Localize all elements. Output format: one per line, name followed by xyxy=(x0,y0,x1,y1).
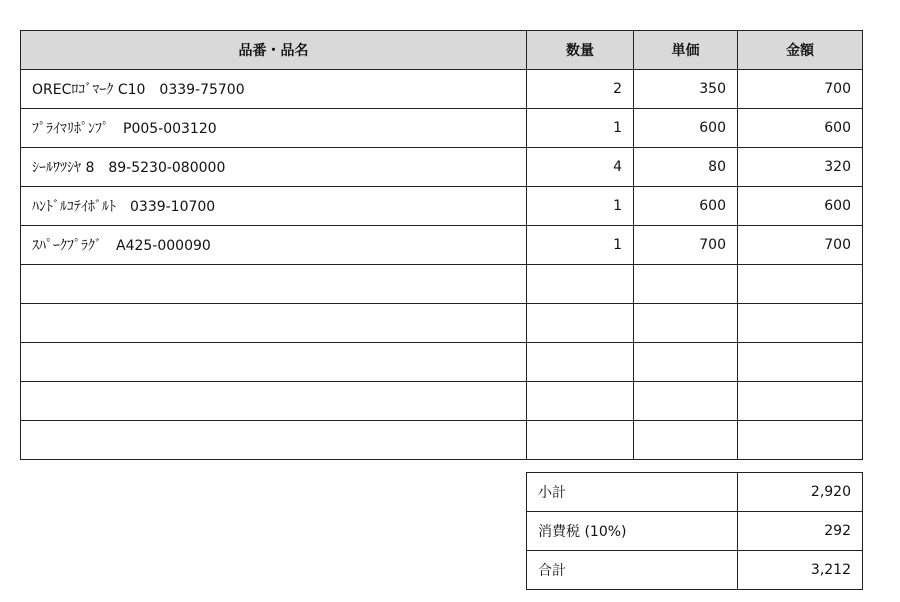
tax-value: 292 xyxy=(738,512,863,551)
item-amount-cell xyxy=(738,304,863,343)
item-price-cell: 350 xyxy=(634,70,738,109)
item-price-cell: 600 xyxy=(634,109,738,148)
item-name-cell: ORECﾛｺﾞﾏｰｸ C10 0339-75700 xyxy=(21,70,527,109)
item-amount-cell xyxy=(738,343,863,382)
table-header-row xyxy=(21,31,863,70)
item-amount-cell: 700 xyxy=(738,226,863,265)
total-label: 合計 xyxy=(527,551,738,590)
table-row xyxy=(21,70,863,109)
item-qty-cell: 4 xyxy=(527,148,634,187)
header-amount: 金額 xyxy=(738,31,863,70)
total-row xyxy=(527,551,863,590)
item-qty-cell xyxy=(527,304,634,343)
item-price-cell xyxy=(634,304,738,343)
item-price-cell: 600 xyxy=(634,187,738,226)
item-amount-cell: 600 xyxy=(738,187,863,226)
table-body xyxy=(21,70,863,460)
table-row xyxy=(21,343,863,382)
item-price-cell xyxy=(634,343,738,382)
item-price-cell xyxy=(634,265,738,304)
item-name-cell xyxy=(21,421,527,460)
item-qty-cell: 1 xyxy=(527,187,634,226)
table-row xyxy=(21,148,863,187)
item-name-cell: ﾊﾝﾄﾞﾙｺﾃｲﾎﾞﾙﾄ 0339-10700 xyxy=(21,187,527,226)
table-row xyxy=(21,109,863,148)
item-amount-cell: 700 xyxy=(738,70,863,109)
item-qty-cell xyxy=(527,343,634,382)
item-amount-cell xyxy=(738,382,863,421)
header-unit-price: 単価 xyxy=(634,31,738,70)
tax-row xyxy=(527,512,863,551)
item-amount-cell xyxy=(738,265,863,304)
item-price-cell xyxy=(634,382,738,421)
item-qty-cell xyxy=(527,382,634,421)
item-name-cell: ｽﾊﾟｰｸﾌﾟﾗｸﾞ A425-000090 xyxy=(21,226,527,265)
subtotal-value: 2,920 xyxy=(738,473,863,512)
total-value: 3,212 xyxy=(738,551,863,590)
subtotal-row xyxy=(527,473,863,512)
subtotal-label: 小計 xyxy=(527,473,738,512)
table-row xyxy=(21,304,863,343)
item-amount-cell xyxy=(738,421,863,460)
item-qty-cell: 1 xyxy=(527,226,634,265)
item-name-cell xyxy=(21,382,527,421)
item-price-cell xyxy=(634,421,738,460)
item-name-cell xyxy=(21,265,527,304)
tax-label: 消費税 (10%) xyxy=(527,512,738,551)
header-qty: 数量 xyxy=(527,31,634,70)
item-amount-cell: 600 xyxy=(738,109,863,148)
invoice-items-table xyxy=(20,30,863,460)
item-qty-cell: 2 xyxy=(527,70,634,109)
item-qty-cell: 1 xyxy=(527,109,634,148)
item-qty-cell xyxy=(527,421,634,460)
item-qty-cell xyxy=(527,265,634,304)
totals-table xyxy=(526,472,863,590)
table-row xyxy=(21,187,863,226)
table-row xyxy=(21,421,863,460)
table-row xyxy=(21,226,863,265)
table-row xyxy=(21,265,863,304)
table-row xyxy=(21,382,863,421)
item-name-cell: ﾌﾟﾗｲﾏﾘﾎﾟﾝﾌﾟ P005-003120 xyxy=(21,109,527,148)
item-name-cell xyxy=(21,304,527,343)
item-price-cell: 80 xyxy=(634,148,738,187)
item-name-cell: ｼｰﾙﾜﾂｼﾔ 8 89-5230-080000 xyxy=(21,148,527,187)
item-price-cell: 700 xyxy=(634,226,738,265)
header-item: 品番・品名 xyxy=(21,31,527,70)
item-amount-cell: 320 xyxy=(738,148,863,187)
item-name-cell xyxy=(21,343,527,382)
